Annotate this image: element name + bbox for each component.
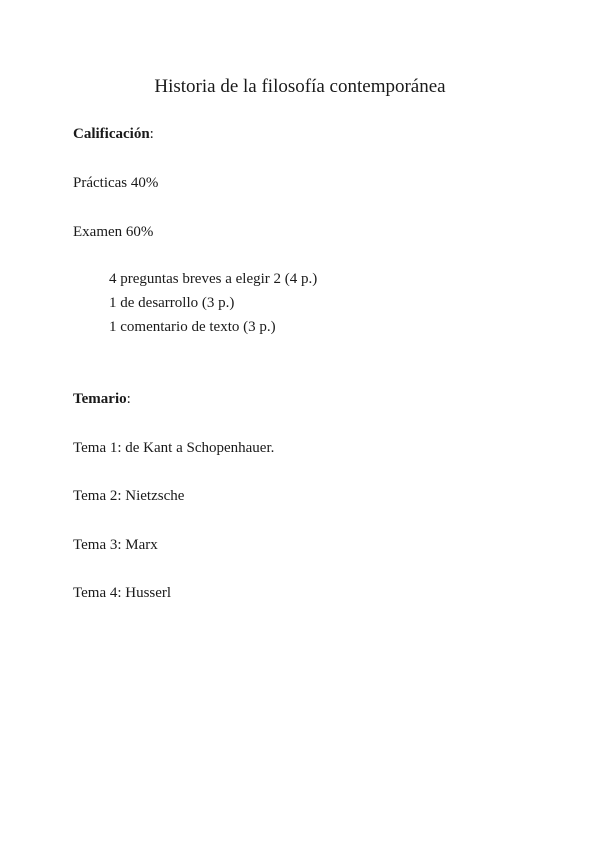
grading-heading-line [73, 124, 154, 144]
exam-detail-item: 1 comentario de texto (3 p.) [109, 319, 276, 335]
syllabus-heading: Temario [73, 391, 127, 407]
exam-detail-item: 4 preguntas breves a elegir 2 (4 p.) [109, 271, 318, 287]
grading-item-practicas: Prácticas 40% [73, 175, 159, 191]
syllabus-heading-line [73, 389, 131, 409]
syllabus-topic: Tema 1: de Kant a Schopenhauer. [73, 440, 275, 456]
syllabus-topic: Tema 4: Husserl [73, 585, 172, 601]
syllabus-heading-colon: : [126, 391, 131, 407]
syllabus-topic: Tema 2: Nietzsche [73, 488, 185, 504]
syllabus-topic: Tema 3: Marx [73, 537, 158, 553]
exam-detail-item: 1 de desarrollo (3 p.) [109, 295, 235, 311]
grading-heading-colon: : [149, 126, 154, 142]
page-title: Historia de la filosofía contemporánea [154, 76, 446, 97]
grading-item-examen: Examen 60% [73, 224, 154, 240]
grading-heading: Calificación [73, 126, 150, 142]
